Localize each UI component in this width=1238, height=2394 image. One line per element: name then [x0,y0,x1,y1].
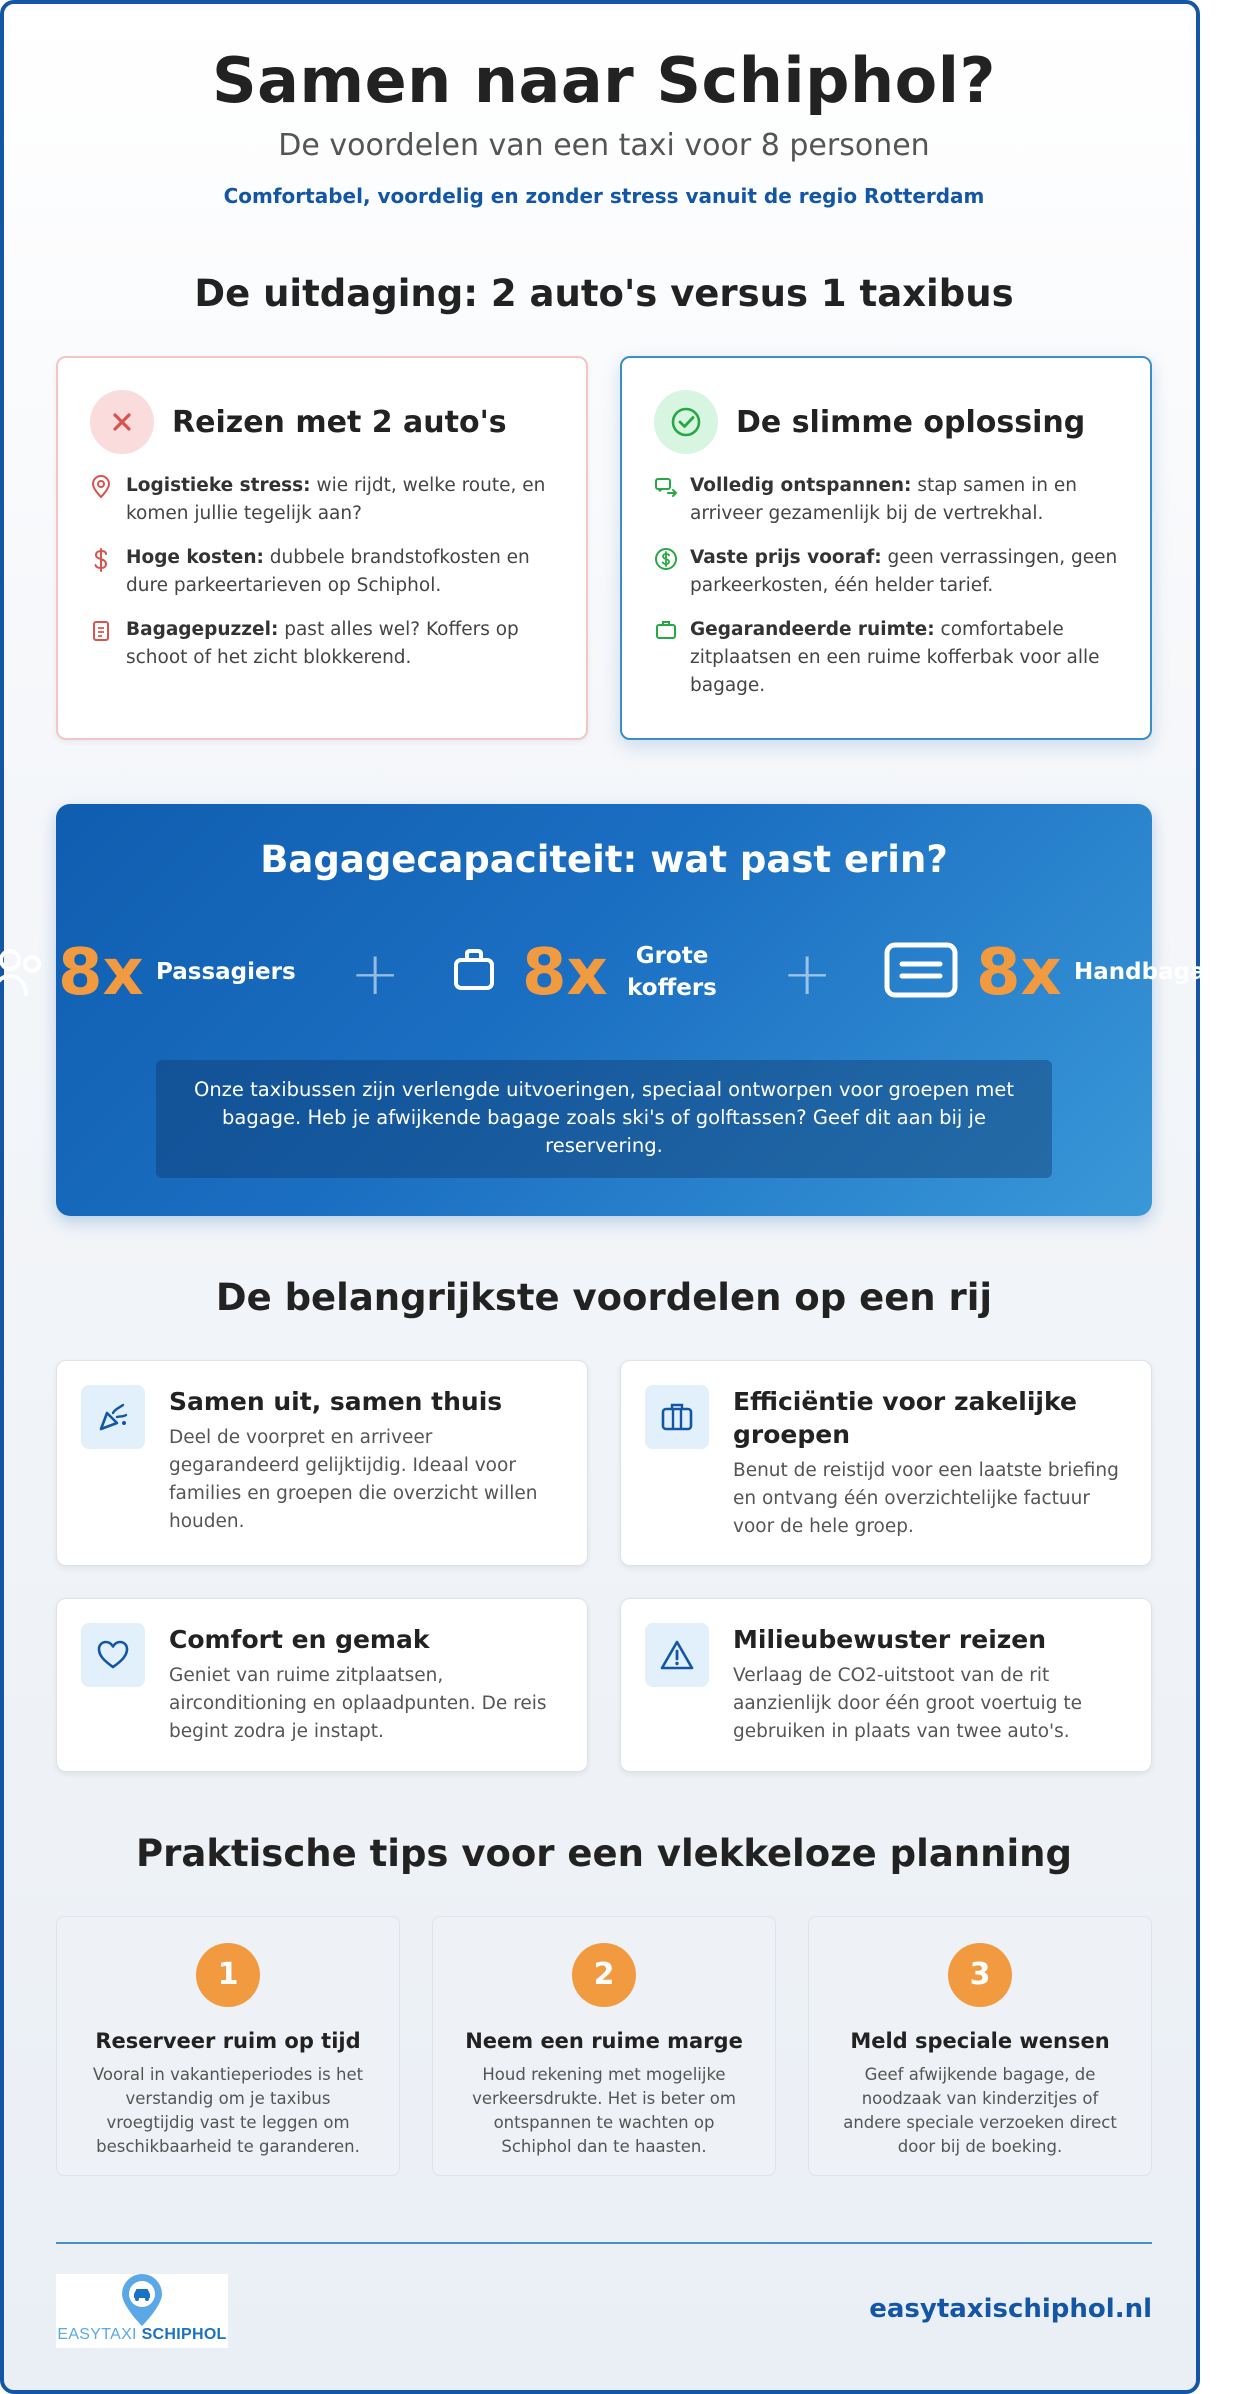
suitcase-icon [654,616,680,700]
briefcase-icon [645,1385,709,1449]
suitcase-icon [452,948,496,996]
list-item [654,544,1118,600]
location-pin-icon [90,472,116,528]
benefit-card [56,1598,588,1772]
tip-card [432,1916,776,2176]
item-text: wie rijdt, welke route, en komen jullie tegelijk aan? [126,475,546,524]
item-text: comfortabele zitplaatsen en een ruime kofferbak voor alle bagage. [690,619,1100,696]
plus-sign: + [350,939,401,1009]
document-icon [90,616,116,672]
benefit-text: Geniet van ruime zitplaatsen, airconditioning en oplaadpunten. De reis begint zodra je instapt. [169,1665,547,1742]
good-option-title: De slimme oplossing [736,404,1086,440]
company-logo[interactable] [56,2274,228,2348]
benefit-card [56,1360,588,1566]
car-transfer-icon [654,472,680,528]
tip-number: 2 [572,1943,636,2007]
page-subtitle: De voordelen van een taxi voor 8 personen [278,128,930,163]
tip-text: Vooral in vakantieperiodes is het verstandig om je taxibus vroegtijdig vast te leggen om beschikbaarheid te garanderen. [92,2065,364,2156]
list-item [90,472,554,528]
x-icon [90,390,154,454]
benefit-card [620,1360,1152,1566]
benefit-title: Samen uit, samen thuis [169,1387,503,1416]
tip-title: Neem een ruime marge [465,2029,743,2053]
list-item [654,472,1118,528]
tip-card [808,1916,1152,2176]
logo-text-easytaxi: EASYTAXI [57,2326,137,2343]
benefit-text: Verlaag de CO2-uitstoot van de rit aanzienlijk door één groot voertuig te gebruiken in plaats van twee auto's. [733,1665,1082,1742]
challenge-section-title: De uitdaging: 2 auto's versus 1 taxibus [194,272,1014,315]
page-title: Samen naar Schiphol? [212,44,996,117]
passengers-label: Passagiers [156,959,296,985]
benefit-text: Deel de voorpret en arriveer gegarandeerd gelijktijdig. Ideaal voor families en groepen die overzicht willen houden. [169,1427,538,1532]
baggage-capacity-banner [56,804,1238,1216]
party-icon [81,1385,145,1449]
baggage-title: Bagagecapaciteit: wat past erin? [260,838,948,881]
tips-section-title: Praktische tips voor een vlekkeloze planning [136,1832,1072,1875]
item-label: Hoge kosten: [126,547,264,568]
tip-text: Houd rekening met mogelijke verkeersdrukte. Het is beter om ontspannen te wachten op Schiphol dan te haasten. [472,2065,736,2156]
item-label: Vaste prijs vooraf: [690,547,882,568]
item-label: Gegarandeerde ruimte: [690,619,935,640]
tip-number: 3 [948,1943,1012,2007]
tip-title: Meld speciale wensen [850,2029,1110,2053]
heart-icon [81,1623,145,1687]
item-text: dubbele brandstofkosten en dure parkeertarieven op Schiphol. [126,547,530,596]
handbaggage-count: 8x [976,936,1062,1010]
item-label: Logistieke stress: [126,475,311,496]
dollar-circle-icon [654,544,680,600]
good-option-card [620,356,1152,740]
dollar-icon [90,544,116,600]
item-label: Bagagepuzzel: [126,619,279,640]
tip-number: 1 [196,1943,260,2007]
passengers-count: 8x [58,936,144,1010]
suitcases-count: 8x [522,936,608,1010]
people-icon [0,944,50,1008]
item-text: stap samen in en arriveer gezamenlijk bij de vertrekhal. [690,475,1078,524]
benefit-title: Milieubewuster reizen [733,1625,1047,1654]
website-link[interactable]: easytaxischiphol.nl [869,2294,1152,2324]
list-item [90,544,554,600]
tip-title: Reserveer ruim op tijd [95,2029,361,2053]
list-item [654,616,1118,700]
tip-text: Geef afwijkende bagage, de noodzaak van kinderzitjes of andere speciale verzoeken direct door bij de boeking. [843,2065,1117,2156]
benefits-section-title: De belangrijkste voordelen op een rij [215,1276,993,1319]
item-text: geen verrassingen, geen parkeerkosten, één helder tarief. [690,547,1118,596]
benefit-text: Benut de reistijd voor een laatste briefing en ontvang één overzichtelijke factuur voor de hele groep. [733,1460,1119,1537]
bad-option-title: Reizen met 2 auto's [172,404,507,440]
benefit-title: Efficiëntie voor zakelijke groepen [733,1387,1077,1449]
check-circle-icon [654,390,718,454]
bad-option-card [56,356,588,740]
suitcases-label: Grote koffers [627,943,717,1001]
list-item [90,616,554,672]
handbaggage-label: Handbagage [1074,959,1238,985]
benefit-card [620,1598,1152,1772]
item-text: past alles wel? Koffers op schoot of het zicht blokkerend. [126,619,519,668]
benefit-title: Comfort en gemak [169,1625,430,1654]
bag-icon [884,942,958,1002]
warning-icon [645,1623,709,1687]
capacity-row [56,924,1238,1024]
logo-text-schiphol: SCHIPHOL [141,2326,227,2343]
plus-sign: + [782,939,833,1009]
baggage-note: Onze taxibussen zijn verlengde uitvoeringen, speciaal ontworpen voor groepen met bagage. Heb je afwijkende bagage zoals ski's of golftassen? Geef dit aan bij je reservering. [156,1060,1052,1178]
tip-card [56,1916,400,2176]
taxi-pin-icon [116,2274,168,2328]
item-label: Volledig ontspannen: [690,475,912,496]
page-tagline: Comfortabel, voordelig en zonder stress vanuit de regio Rotterdam [223,184,985,208]
footer-divider [56,2242,1152,2244]
